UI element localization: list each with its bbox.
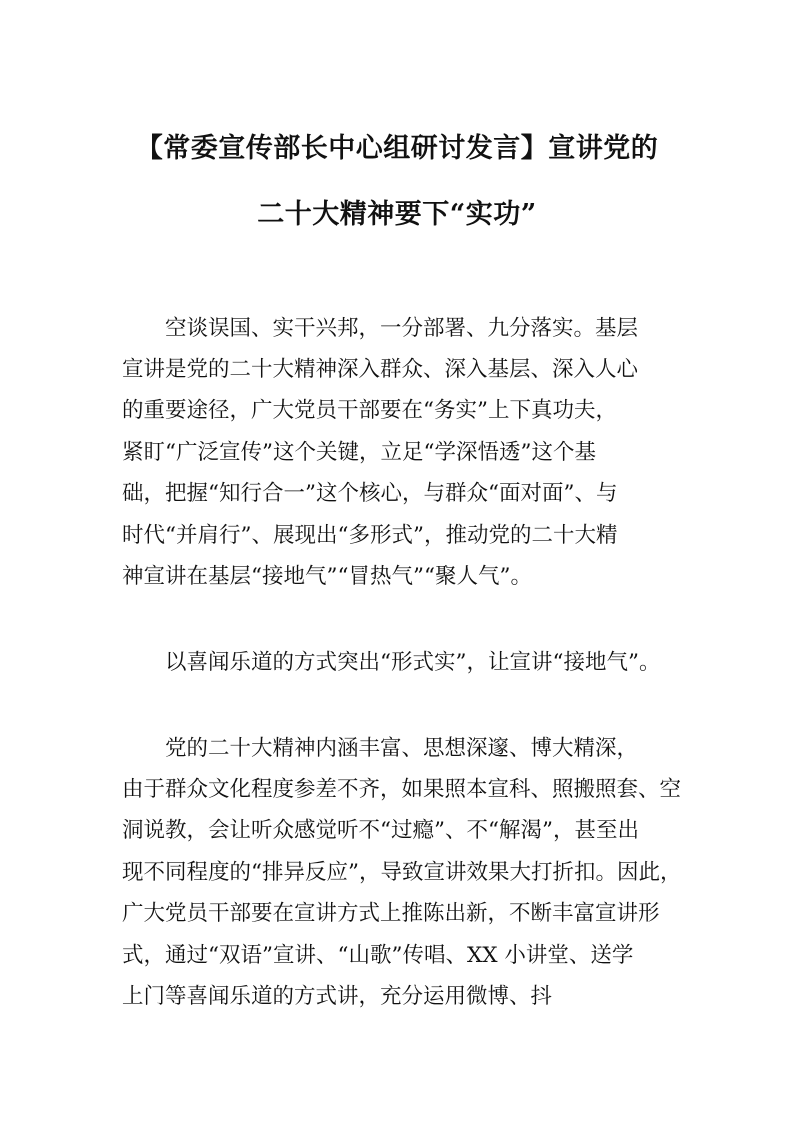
paragraph-3-line-7: 上门等喜闻乐道的方式讲，充分运用微博、抖: [122, 984, 553, 1009]
paragraph-1-line-7: 神宣讲在基层“接地气”“冒热气”“聚人气”。: [122, 564, 532, 589]
paragraph-3-line-6: 式，通过“双语”宣讲、“山歌”传唱、XX 小讲堂、送学: [122, 943, 634, 968]
paragraph-3-line-1: 党的二十大精神内涵丰富、思想深邃、博大精深，: [165, 736, 639, 761]
paragraph-1-line-3: 的重要途径，广大党员干部要在“务实”上下真功夫，: [122, 398, 617, 423]
document-title-line-1: 【常委宣传部长中心组研讨发言】宣讲党的: [135, 133, 659, 164]
paragraph-1-line-6: 时代“并肩行”、展现出“多形式”，推动党的二十大精: [122, 523, 618, 548]
paragraph-1-line-4: 紧盯“广泛宣传”这个关键，立足“学深悟透”这个基: [122, 440, 596, 465]
paragraph-3-line-2: 由于群众文化程度参差不齐，如果照本宣科、照搬照套、空: [122, 777, 682, 802]
paragraph-3-line-5: 广大党员干部要在宣讲方式上推陈出新，不断丰富宣讲形: [122, 901, 660, 926]
paragraph-3-line-4: 现不同程度的“排异反应”，导致宣讲效果大打折扣。因此，: [122, 860, 682, 885]
paragraph-2-line-1: 以喜闻乐道的方式突出“形式实”，让宣讲“接地气”。: [165, 650, 661, 675]
document-title-line-2: 二十大精神要下“实功”: [257, 199, 537, 230]
paragraph-1-line-5: 础，把握“知行合一”这个核心，与群众“面对面”、与: [122, 481, 618, 506]
paragraph-1-line-1: 空谈误国、实干兴邦，一分部署、九分落实。基层: [165, 316, 639, 341]
paragraph-3-line-3: 洞说教，会让听众感觉听不“过瘾”、不“解渴”，甚至出: [122, 818, 639, 843]
paragraph-1-line-2: 宣讲是党的二十大精神深入群众、深入基层、深入人心: [122, 357, 639, 382]
